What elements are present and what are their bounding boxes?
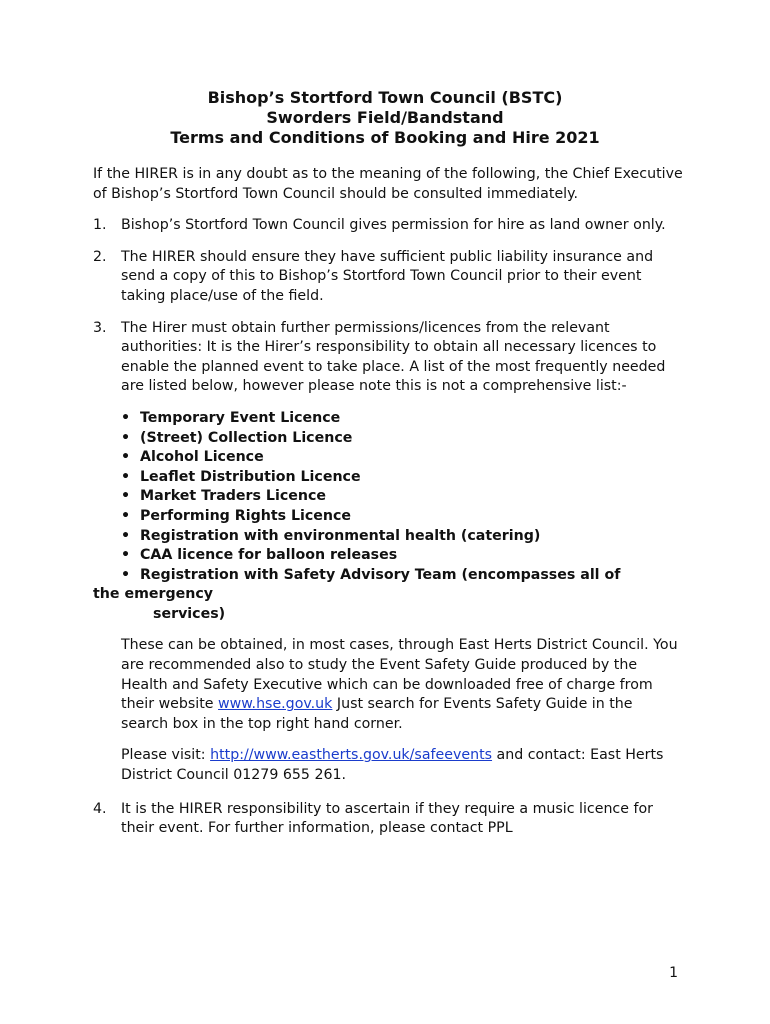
bullet-icon: • xyxy=(121,527,131,544)
bullet-icon: • xyxy=(121,449,131,466)
intro-paragraph: If the HIRER is in any doubt as to the meaning of the following, the Chief Executive of Bishop’s Stortford Town Council should be consulted immediately. xyxy=(93,166,683,202)
list-item: • Registration with environmental health (catering) xyxy=(121,527,683,547)
list-item: • Temporary Event Licence xyxy=(121,409,683,429)
list-item: • Alcohol Licence xyxy=(121,448,683,468)
document-body xyxy=(93,165,683,851)
clause-3 xyxy=(93,319,683,786)
clause-4 xyxy=(93,800,683,839)
clause-2 xyxy=(93,248,683,307)
list-item: • Registration with Safety Advisory Team (encompasses all of the emergency services) xyxy=(93,566,621,622)
venue-title: Sworders Field/Bandstand xyxy=(266,108,504,127)
clause-number: 2. xyxy=(93,248,107,265)
clause-number: 3. xyxy=(93,319,107,336)
clause-1 xyxy=(93,216,683,236)
clause-text: The Hirer must obtain further permissions/licences from the relevant authorities: It is the Hirer’s responsibility to obtain all necessary licences to enable the planned event to take place. A list of the most frequently needed are listed below, however please note this is not a comprehensive list:- xyxy=(121,319,666,395)
document-header xyxy=(0,88,770,148)
clause-number: 1. xyxy=(93,217,107,234)
bullet-icon: • xyxy=(121,409,131,426)
page-number: 1 xyxy=(669,965,678,981)
council-title: Bishop’s Stortford Town Council (BSTC) xyxy=(207,88,563,107)
bullet-icon: • xyxy=(121,429,131,446)
terms-title: Terms and Conditions of Booking and Hire 2021 xyxy=(170,128,600,147)
hse-link[interactable]: www.hse.gov.uk xyxy=(218,696,333,713)
licence-list xyxy=(93,409,683,625)
clause-text: The HIRER should ensure they have sufficient public liability insurance and send a copy of this to Bishop’s Stortford Town Council prior to their event taking place/use of the field. xyxy=(121,248,654,304)
visit-paragraph: Please visit: http://www.eastherts.gov.uk/safeevents and contact: East Herts District Council 01279 655 261. xyxy=(121,747,664,784)
list-item: • Market Traders Licence xyxy=(121,487,683,507)
bullet-icon: • xyxy=(121,566,131,583)
list-item: • (Street) Collection Licence xyxy=(121,429,683,449)
list-item: • Performing Rights Licence xyxy=(121,507,683,527)
bullet-icon: • xyxy=(121,468,131,485)
clause-number: 4. xyxy=(93,800,107,817)
bullet-icon: • xyxy=(121,547,131,564)
eastherts-link[interactable]: http://www.eastherts.gov.uk/safeevents xyxy=(210,747,493,764)
clause-text: It is the HIRER responsibility to ascertain if they require a music licence for their event. For further information, please contact PPL xyxy=(121,800,653,837)
list-item: • Leaflet Distribution Licence xyxy=(121,468,683,488)
bullet-icon: • xyxy=(121,507,131,524)
bullet-icon: • xyxy=(121,488,131,505)
obtain-paragraph: These can be obtained, in most cases, through East Herts District Council. You are recommended also to study the Event Safety Guide produced by the Health and Safety Executive which can be downloaded free of charge from their website www.hse.gov.uk Just search for Events Safety Guide in the search box in the top right hand corner. xyxy=(121,637,678,732)
clause-text: Bishop’s Stortford Town Council gives permission for hire as land owner only. xyxy=(121,217,666,234)
list-item: • CAA licence for balloon releases xyxy=(121,546,683,566)
